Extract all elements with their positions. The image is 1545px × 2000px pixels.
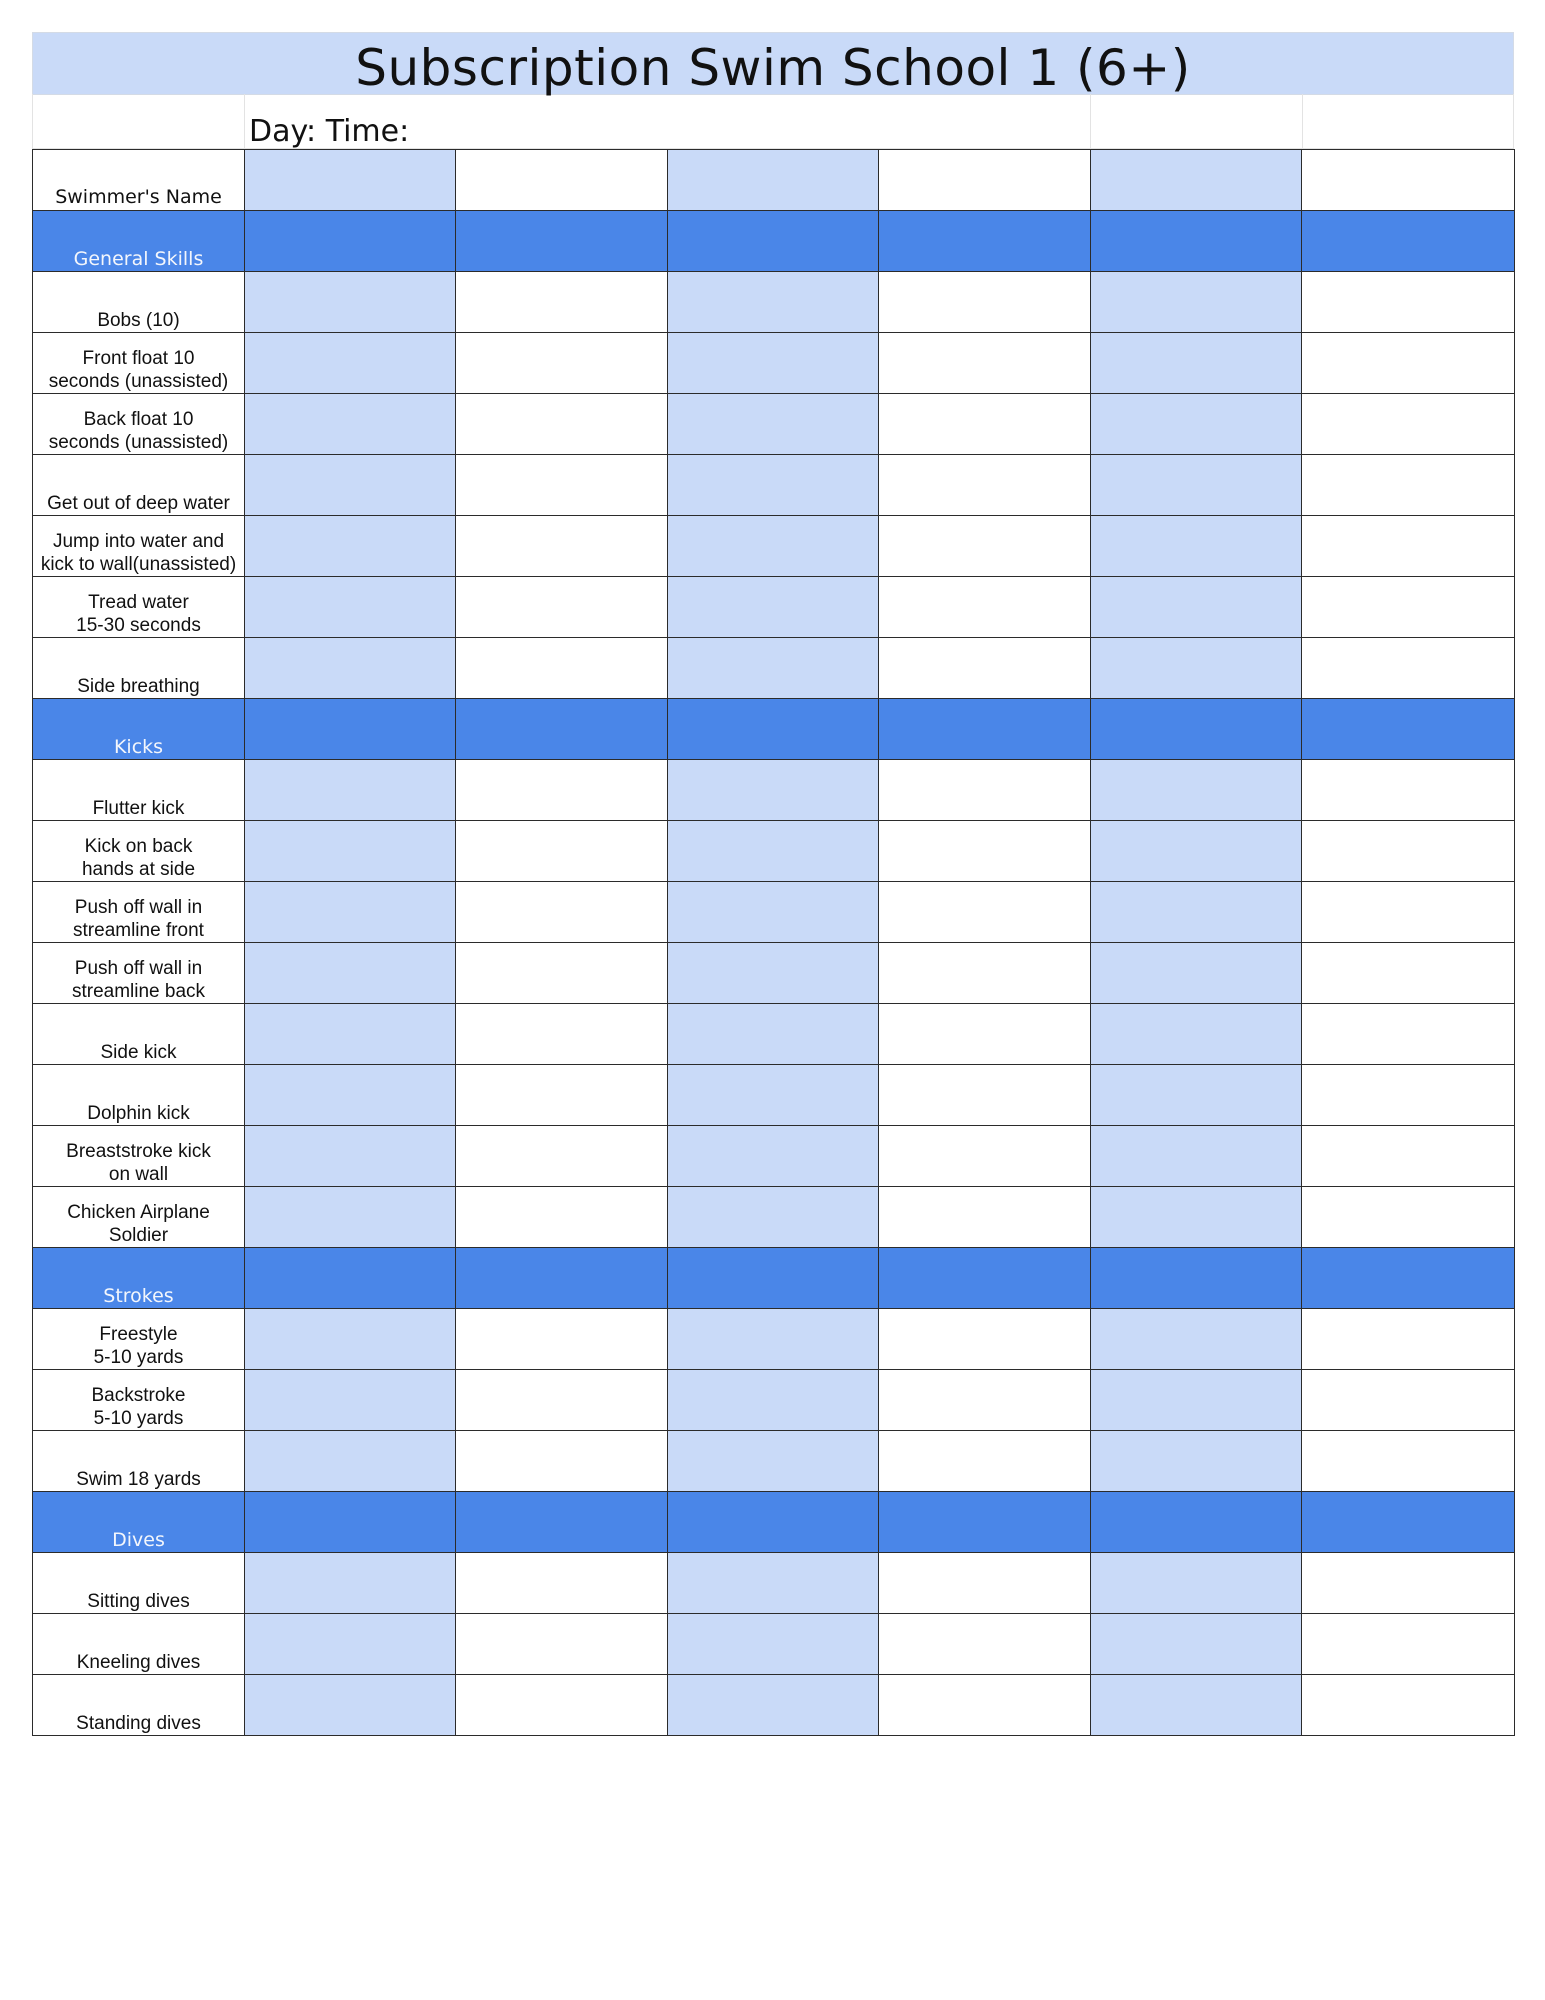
section-header-cell: [245, 699, 456, 760]
skill-check-cell[interactable]: [668, 943, 879, 1004]
skill-check-cell[interactable]: [879, 1187, 1091, 1248]
skill-check-cell[interactable]: [245, 943, 456, 1004]
section-header-cell: [456, 1248, 668, 1309]
skill-label: Push off wall in streamline back: [33, 943, 245, 1004]
skill-check-cell[interactable]: [1091, 943, 1302, 1004]
skill-check-cell[interactable]: [879, 272, 1091, 333]
skill-check-cell[interactable]: [668, 516, 879, 577]
skill-check-cell[interactable]: [668, 577, 879, 638]
skill-row: [33, 1370, 1515, 1431]
section-heading: General Skills: [33, 211, 245, 272]
skill-row: [33, 882, 1515, 943]
section-header-cell: [245, 1492, 456, 1553]
day-time-label: Day: Time:: [249, 114, 410, 149]
skill-check-cell[interactable]: [668, 1614, 879, 1675]
skill-check-cell[interactable]: [245, 1675, 456, 1736]
skill-check-cell[interactable]: [668, 1187, 879, 1248]
sheet-title: Subscription Swim School 1 (6+): [355, 39, 1191, 97]
skill-check-cell[interactable]: [879, 638, 1091, 699]
skill-row: [33, 577, 1515, 638]
skill-check-cell[interactable]: [668, 760, 879, 821]
skill-label: Sitting dives: [33, 1553, 245, 1614]
skill-label: Freestyle 5-10 yards: [33, 1309, 245, 1370]
section-header-cell: [1091, 1492, 1302, 1553]
skill-check-cell[interactable]: [1091, 821, 1302, 882]
skill-check-cell[interactable]: [1302, 1370, 1515, 1431]
skill-check-cell[interactable]: [456, 943, 668, 1004]
skill-label: Chicken Airplane Soldier: [33, 1187, 245, 1248]
skills-grid: [32, 149, 1515, 1736]
skill-check-cell[interactable]: [1302, 943, 1515, 1004]
skill-check-cell[interactable]: [1302, 1126, 1515, 1187]
skill-label: Push off wall in streamline front: [33, 882, 245, 943]
skill-check-cell[interactable]: [245, 455, 456, 516]
skill-check-cell[interactable]: [245, 516, 456, 577]
skill-check-cell[interactable]: [1302, 455, 1515, 516]
skill-check-cell[interactable]: [245, 1065, 456, 1126]
skill-check-cell[interactable]: [879, 516, 1091, 577]
section-header-cell: [668, 1492, 879, 1553]
skill-check-cell[interactable]: [1091, 1004, 1302, 1065]
skill-label: Standing dives: [33, 1675, 245, 1736]
skill-check-cell[interactable]: [879, 1431, 1091, 1492]
skill-check-cell[interactable]: [1091, 1309, 1302, 1370]
skill-check-cell[interactable]: [668, 455, 879, 516]
skill-label: Bobs (10): [33, 272, 245, 333]
skill-check-cell[interactable]: [245, 272, 456, 333]
section-header-cell: [668, 211, 879, 272]
skill-label: Front float 10 seconds (unassisted): [33, 333, 245, 394]
skill-check-cell[interactable]: [1302, 760, 1515, 821]
skill-check-cell[interactable]: [1302, 1431, 1515, 1492]
skill-check-cell[interactable]: [668, 821, 879, 882]
skill-check-cell[interactable]: [456, 272, 668, 333]
skill-check-cell[interactable]: [668, 882, 879, 943]
skill-check-cell[interactable]: [668, 1675, 879, 1736]
section-header-cell: [879, 1248, 1091, 1309]
section-header-cell: [668, 1248, 879, 1309]
skill-check-cell[interactable]: [1091, 1187, 1302, 1248]
skill-label: Swim 18 yards: [33, 1431, 245, 1492]
section-header-cell: [668, 699, 879, 760]
section-heading: Strokes: [33, 1248, 245, 1309]
skill-check-cell[interactable]: [1091, 882, 1302, 943]
swimmer-name-cell[interactable]: [456, 150, 668, 211]
skill-check-cell[interactable]: [456, 1004, 668, 1065]
skill-label: Backstroke 5-10 yards: [33, 1370, 245, 1431]
section-header-cell: [879, 1492, 1091, 1553]
skill-check-cell[interactable]: [879, 394, 1091, 455]
meta-cell-label: [32, 94, 245, 149]
skill-check-cell[interactable]: [245, 1553, 456, 1614]
skill-row: [33, 638, 1515, 699]
skill-check-cell[interactable]: [245, 882, 456, 943]
section-header-cell: [1302, 699, 1515, 760]
skill-check-cell[interactable]: [456, 394, 668, 455]
skill-row: [33, 1004, 1515, 1065]
section-header-cell: [879, 699, 1091, 760]
skill-check-cell[interactable]: [879, 882, 1091, 943]
skill-check-cell[interactable]: [879, 1004, 1091, 1065]
skill-check-cell[interactable]: [879, 1614, 1091, 1675]
swimmer-name-cell[interactable]: [245, 150, 456, 211]
section-header-cell: [245, 1248, 456, 1309]
day-time-row: [32, 94, 1514, 149]
skill-check-cell[interactable]: [668, 1553, 879, 1614]
skill-row: [33, 1431, 1515, 1492]
skill-label: Flutter kick: [33, 760, 245, 821]
skill-row: [33, 821, 1515, 882]
skill-check-cell[interactable]: [879, 577, 1091, 638]
skill-check-cell[interactable]: [1091, 1614, 1302, 1675]
section-heading: Kicks: [33, 699, 245, 760]
skill-check-cell[interactable]: [1091, 1553, 1302, 1614]
skill-check-cell[interactable]: [1091, 333, 1302, 394]
skill-check-cell[interactable]: [1091, 1065, 1302, 1126]
section-header-cell: [1091, 1248, 1302, 1309]
skill-row: [33, 1309, 1515, 1370]
skill-check-cell[interactable]: [668, 272, 879, 333]
skill-check-cell[interactable]: [456, 1370, 668, 1431]
skill-label: Dolphin kick: [33, 1065, 245, 1126]
skill-label: Get out of deep water: [33, 455, 245, 516]
skill-check-cell[interactable]: [456, 577, 668, 638]
skill-check-cell[interactable]: [668, 394, 879, 455]
skill-check-cell[interactable]: [1091, 516, 1302, 577]
section-header-cell: [879, 211, 1091, 272]
skill-check-cell[interactable]: [1091, 760, 1302, 821]
skill-row: [33, 760, 1515, 821]
swimmer-name-label: Swimmer's Name: [33, 150, 245, 211]
section-header-cell: [245, 211, 456, 272]
skill-check-cell[interactable]: [245, 1309, 456, 1370]
meta-cell: [1091, 94, 1303, 149]
skill-check-cell[interactable]: [1091, 272, 1302, 333]
skill-check-cell[interactable]: [668, 333, 879, 394]
skill-check-cell[interactable]: [245, 1370, 456, 1431]
skill-check-cell[interactable]: [879, 333, 1091, 394]
skill-check-cell[interactable]: [245, 1004, 456, 1065]
skill-check-cell[interactable]: [1091, 1370, 1302, 1431]
skill-row: [33, 1553, 1515, 1614]
skill-check-cell[interactable]: [456, 1309, 668, 1370]
skill-check-cell[interactable]: [1091, 577, 1302, 638]
section-header-cell: [1302, 1248, 1515, 1309]
section-header-cell: [1302, 211, 1515, 272]
skill-check-cell[interactable]: [1302, 394, 1515, 455]
skill-row: [33, 516, 1515, 577]
skill-check-cell[interactable]: [879, 943, 1091, 1004]
skill-label: Tread water 15-30 seconds: [33, 577, 245, 638]
skill-check-cell[interactable]: [245, 1126, 456, 1187]
skill-check-cell[interactable]: [456, 1065, 668, 1126]
skill-check-cell[interactable]: [1302, 1614, 1515, 1675]
skill-check-cell[interactable]: [1302, 1675, 1515, 1736]
meta-cell: [1303, 94, 1514, 149]
section-header-row: [33, 699, 1515, 760]
skill-check-cell[interactable]: [879, 1126, 1091, 1187]
skill-check-cell[interactable]: [456, 882, 668, 943]
skill-check-cell[interactable]: [245, 1431, 456, 1492]
skill-check-cell[interactable]: [668, 1370, 879, 1431]
section-header-cell: [1091, 699, 1302, 760]
section-header-row: [33, 1248, 1515, 1309]
skill-check-cell[interactable]: [1302, 882, 1515, 943]
skill-check-cell[interactable]: [879, 1370, 1091, 1431]
skill-label: Back float 10 seconds (unassisted): [33, 394, 245, 455]
skill-check-cell[interactable]: [1302, 1187, 1515, 1248]
skill-check-cell[interactable]: [668, 638, 879, 699]
skill-check-cell[interactable]: [1091, 1675, 1302, 1736]
skill-check-cell[interactable]: [245, 821, 456, 882]
skill-row: [33, 455, 1515, 516]
skill-check-cell[interactable]: [1302, 821, 1515, 882]
skill-label: Side kick: [33, 1004, 245, 1065]
skill-check-cell[interactable]: [1302, 1309, 1515, 1370]
swimmer-name-row: [33, 150, 1515, 211]
section-header-cell: [456, 211, 668, 272]
skill-check-cell[interactable]: [456, 1431, 668, 1492]
skill-check-cell[interactable]: [1302, 1004, 1515, 1065]
section-header-cell: [456, 699, 668, 760]
skill-check-cell[interactable]: [1302, 638, 1515, 699]
skill-check-cell[interactable]: [245, 638, 456, 699]
skill-row: [33, 1126, 1515, 1187]
skill-row: [33, 394, 1515, 455]
title-bar: [32, 32, 1514, 95]
skill-row: [33, 333, 1515, 394]
section-header-cell: [1091, 211, 1302, 272]
skill-check-cell[interactable]: [245, 760, 456, 821]
skill-check-cell[interactable]: [1091, 1431, 1302, 1492]
skill-row: [33, 1187, 1515, 1248]
skill-check-cell[interactable]: [456, 638, 668, 699]
skill-check-cell[interactable]: [1302, 1553, 1515, 1614]
skill-check-cell[interactable]: [879, 455, 1091, 516]
skill-check-cell[interactable]: [456, 333, 668, 394]
swimmer-name-cell[interactable]: [668, 150, 879, 211]
skill-check-cell[interactable]: [879, 760, 1091, 821]
skill-label: Side breathing: [33, 638, 245, 699]
section-header-row: [33, 1492, 1515, 1553]
skill-check-cell[interactable]: [1302, 516, 1515, 577]
section-header-row: [33, 211, 1515, 272]
skill-check-cell[interactable]: [668, 1065, 879, 1126]
skill-check-cell[interactable]: [456, 455, 668, 516]
section-header-cell: [456, 1492, 668, 1553]
skill-check-cell[interactable]: [245, 333, 456, 394]
skill-check-cell[interactable]: [456, 821, 668, 882]
swimmer-name-cell[interactable]: [879, 150, 1091, 211]
skill-row: [33, 943, 1515, 1004]
skill-check-cell[interactable]: [245, 1187, 456, 1248]
section-heading: Dives: [33, 1492, 245, 1553]
skill-check-cell[interactable]: [1302, 272, 1515, 333]
skill-row: [33, 272, 1515, 333]
skill-row: [33, 1675, 1515, 1736]
skill-check-cell[interactable]: [1302, 577, 1515, 638]
skill-row: [33, 1614, 1515, 1675]
swimmer-name-cell[interactable]: [1091, 150, 1302, 211]
skill-check-cell[interactable]: [1302, 1065, 1515, 1126]
skill-check-cell[interactable]: [245, 1614, 456, 1675]
skill-check-cell[interactable]: [879, 1065, 1091, 1126]
skill-check-cell[interactable]: [1091, 1126, 1302, 1187]
skill-check-cell[interactable]: [1091, 455, 1302, 516]
skill-check-cell[interactable]: [668, 1126, 879, 1187]
skill-row: [33, 1065, 1515, 1126]
skill-label: Breaststroke kick on wall: [33, 1126, 245, 1187]
skill-check-cell[interactable]: [1091, 638, 1302, 699]
skill-check-cell[interactable]: [456, 1187, 668, 1248]
skill-check-cell[interactable]: [668, 1004, 879, 1065]
skill-label: Kneeling dives: [33, 1614, 245, 1675]
skill-check-cell[interactable]: [668, 1431, 879, 1492]
skill-check-cell[interactable]: [879, 1309, 1091, 1370]
skill-check-cell[interactable]: [456, 1126, 668, 1187]
skill-check-cell[interactable]: [456, 516, 668, 577]
skill-check-cell[interactable]: [879, 821, 1091, 882]
section-header-cell: [1302, 1492, 1515, 1553]
skill-check-cell[interactable]: [1302, 333, 1515, 394]
skill-check-cell[interactable]: [245, 577, 456, 638]
swimmer-name-cell[interactable]: [1302, 150, 1515, 211]
skill-check-cell[interactable]: [456, 760, 668, 821]
skill-label: Kick on back hands at side: [33, 821, 245, 882]
skill-check-cell[interactable]: [879, 1553, 1091, 1614]
skill-check-cell[interactable]: [668, 1309, 879, 1370]
skill-check-cell[interactable]: [456, 1614, 668, 1675]
skill-label: Jump into water and kick to wall(unassisted): [33, 516, 245, 577]
skill-check-cell[interactable]: [879, 1675, 1091, 1736]
skill-check-cell[interactable]: [456, 1553, 668, 1614]
skill-check-cell[interactable]: [245, 394, 456, 455]
skill-check-cell[interactable]: [456, 1675, 668, 1736]
skill-check-cell[interactable]: [1091, 394, 1302, 455]
